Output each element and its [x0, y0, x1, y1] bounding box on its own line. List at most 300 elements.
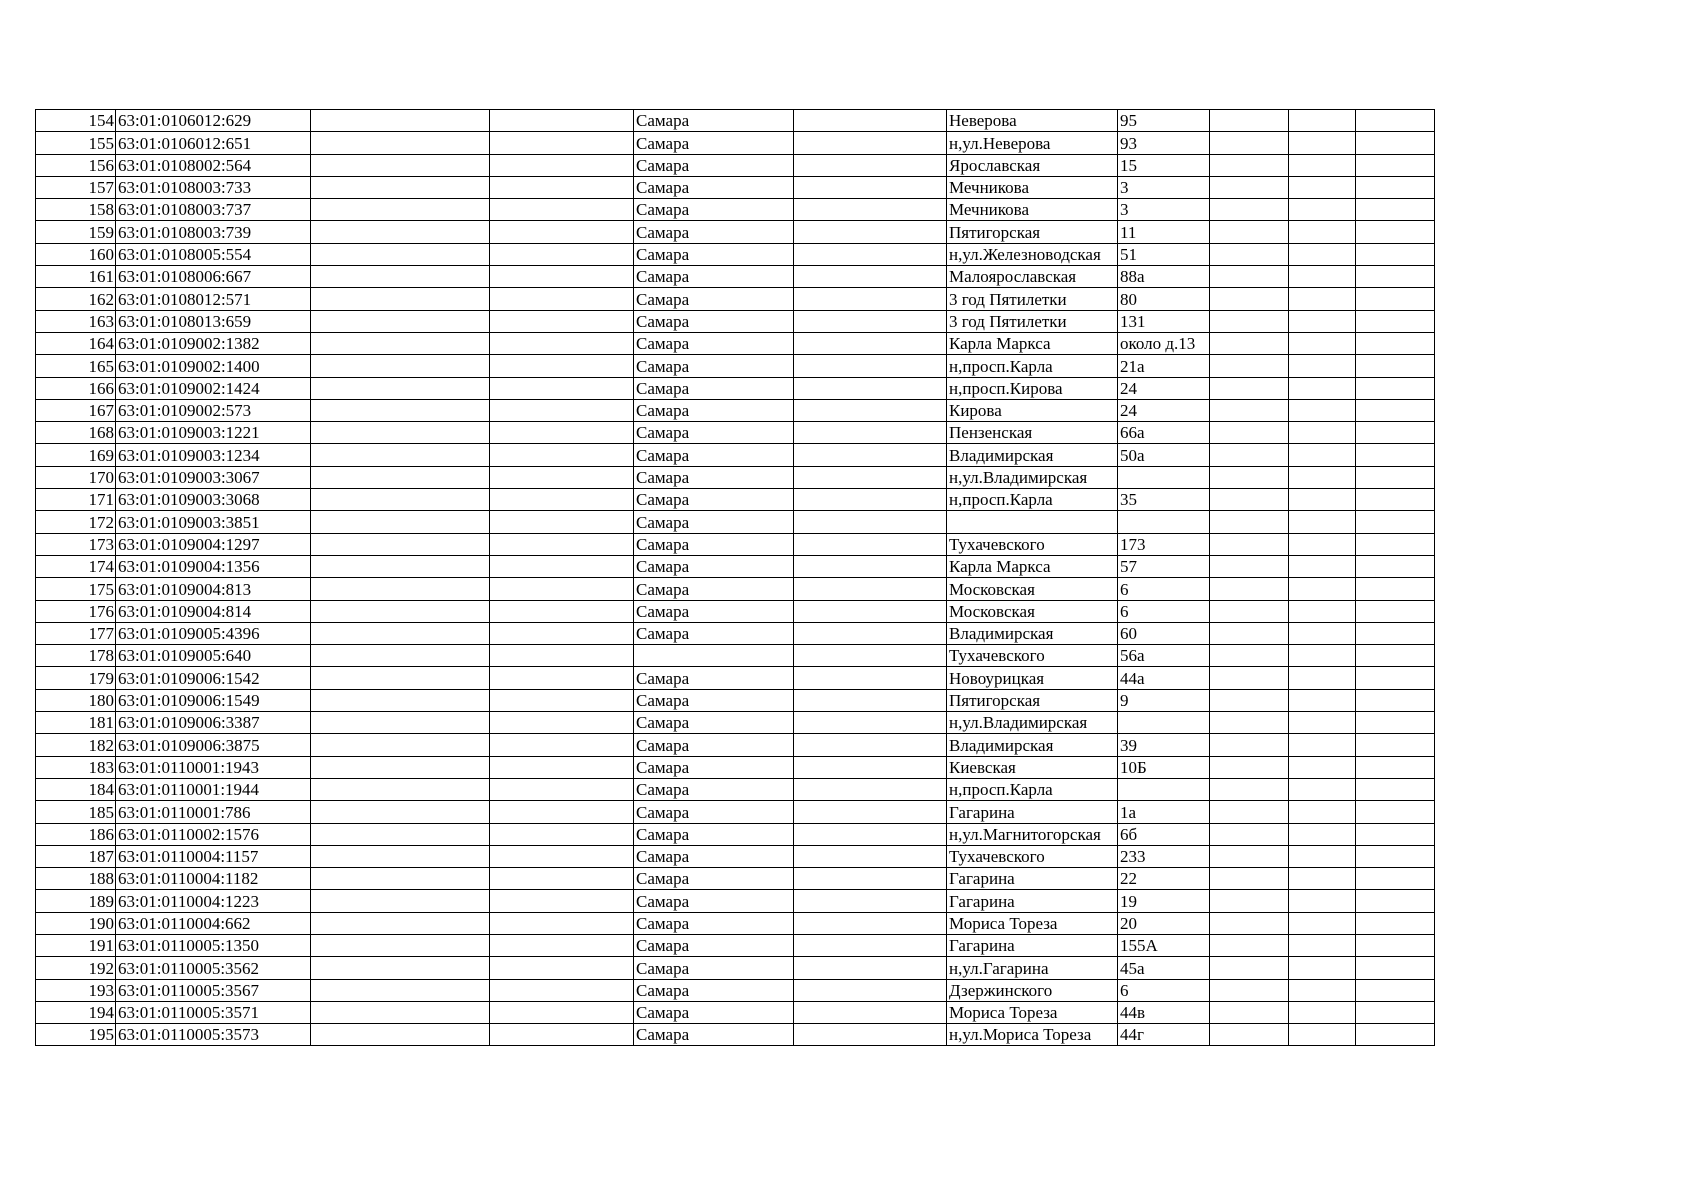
column-10-cell — [1289, 466, 1356, 488]
table-row — [36, 377, 1435, 399]
table-row — [36, 778, 1435, 800]
row-number-cell: 158 — [36, 199, 116, 221]
column-4-cell — [490, 355, 634, 377]
column-9-cell — [1210, 667, 1289, 689]
column-3-cell — [311, 176, 490, 198]
column-6-cell — [794, 154, 947, 176]
row-number-cell: 193 — [36, 979, 116, 1001]
street-cell: Мечникова — [947, 199, 1118, 221]
column-6-cell — [794, 712, 947, 734]
cadastral-number-cell: 63:01:0109006:1542 — [116, 667, 311, 689]
street-cell: н,ул.Неверова — [947, 132, 1118, 154]
house-number-cell: около д.13 — [1118, 332, 1210, 354]
column-4-cell — [490, 310, 634, 332]
column-4-cell — [490, 712, 634, 734]
column-11-cell — [1356, 110, 1435, 132]
row-number-cell: 163 — [36, 310, 116, 332]
street-cell: Ярославская — [947, 154, 1118, 176]
cadastral-number-cell: 63:01:0110002:1576 — [116, 823, 311, 845]
column-3-cell — [311, 377, 490, 399]
row-number-cell: 183 — [36, 756, 116, 778]
column-4-cell — [490, 1024, 634, 1046]
house-number-cell: 44г — [1118, 1024, 1210, 1046]
column-11-cell — [1356, 466, 1435, 488]
column-10-cell — [1289, 600, 1356, 622]
row-number-cell: 155 — [36, 132, 116, 154]
cadastral-number-cell: 63:01:0110001:1943 — [116, 756, 311, 778]
column-11-cell — [1356, 600, 1435, 622]
house-number-cell: 39 — [1118, 734, 1210, 756]
column-10-cell — [1289, 912, 1356, 934]
column-3-cell — [311, 110, 490, 132]
cadastral-number-cell: 63:01:0109004:1356 — [116, 555, 311, 577]
column-10-cell — [1289, 444, 1356, 466]
column-10-cell — [1289, 622, 1356, 644]
row-number-cell: 176 — [36, 600, 116, 622]
column-3-cell — [311, 466, 490, 488]
city-cell: Самара — [634, 266, 794, 288]
house-number-cell: 95 — [1118, 110, 1210, 132]
house-number-cell: 6б — [1118, 823, 1210, 845]
city-cell: Самара — [634, 332, 794, 354]
column-10-cell — [1289, 489, 1356, 511]
city-cell: Самара — [634, 934, 794, 956]
column-4-cell — [490, 734, 634, 756]
cadastral-number-cell: 63:01:0109005:4396 — [116, 622, 311, 644]
table-row — [36, 466, 1435, 488]
column-4-cell — [490, 533, 634, 555]
house-number-cell: 19 — [1118, 890, 1210, 912]
column-9-cell — [1210, 310, 1289, 332]
column-10-cell — [1289, 1024, 1356, 1046]
cadastral-number-cell: 63:01:0108003:737 — [116, 199, 311, 221]
house-number-cell: 233 — [1118, 845, 1210, 867]
cadastral-number-cell: 63:01:0109004:814 — [116, 600, 311, 622]
house-number-cell: 6 — [1118, 578, 1210, 600]
column-3-cell — [311, 132, 490, 154]
column-10-cell — [1289, 801, 1356, 823]
table-row — [36, 734, 1435, 756]
column-4-cell — [490, 176, 634, 198]
column-3-cell — [311, 310, 490, 332]
column-11-cell — [1356, 1024, 1435, 1046]
column-6-cell — [794, 132, 947, 154]
column-9-cell — [1210, 912, 1289, 934]
row-number-cell: 194 — [36, 1001, 116, 1023]
row-number-cell: 161 — [36, 266, 116, 288]
column-11-cell — [1356, 1001, 1435, 1023]
table-row — [36, 154, 1435, 176]
house-number-cell: 21а — [1118, 355, 1210, 377]
column-10-cell — [1289, 845, 1356, 867]
house-number-cell: 56а — [1118, 645, 1210, 667]
column-3-cell — [311, 533, 490, 555]
house-number-cell: 93 — [1118, 132, 1210, 154]
column-10-cell — [1289, 310, 1356, 332]
city-cell: Самара — [634, 778, 794, 800]
street-cell: н,ул.Железноводская — [947, 243, 1118, 265]
table-row — [36, 890, 1435, 912]
row-number-cell: 171 — [36, 489, 116, 511]
city-cell: Самара — [634, 288, 794, 310]
street-cell: Кирова — [947, 399, 1118, 421]
cadastral-number-cell: 63:01:0109004:813 — [116, 578, 311, 600]
city-cell: Самара — [634, 555, 794, 577]
house-number-cell: 3 — [1118, 199, 1210, 221]
cadastral-number-cell: 63:01:0109005:640 — [116, 645, 311, 667]
column-11-cell — [1356, 578, 1435, 600]
column-9-cell — [1210, 110, 1289, 132]
table-row — [36, 756, 1435, 778]
table-row — [36, 1024, 1435, 1046]
table-row — [36, 1001, 1435, 1023]
column-10-cell — [1289, 132, 1356, 154]
column-6-cell — [794, 221, 947, 243]
street-cell: Пятигорская — [947, 689, 1118, 711]
street-cell: Малоярославская — [947, 266, 1118, 288]
column-6-cell — [794, 332, 947, 354]
row-number-cell: 159 — [36, 221, 116, 243]
cadastral-number-cell: 63:01:0106012:629 — [116, 110, 311, 132]
column-9-cell — [1210, 243, 1289, 265]
column-11-cell — [1356, 444, 1435, 466]
street-cell: н,просп.Карла — [947, 778, 1118, 800]
column-11-cell — [1356, 890, 1435, 912]
column-11-cell — [1356, 199, 1435, 221]
cadastral-number-cell: 63:01:0108003:739 — [116, 221, 311, 243]
column-11-cell — [1356, 778, 1435, 800]
cadastral-number-cell: 63:01:0109003:1221 — [116, 422, 311, 444]
row-number-cell: 177 — [36, 622, 116, 644]
column-4-cell — [490, 622, 634, 644]
table-row — [36, 712, 1435, 734]
column-9-cell — [1210, 890, 1289, 912]
column-10-cell — [1289, 221, 1356, 243]
table-row — [36, 511, 1435, 533]
column-9-cell — [1210, 466, 1289, 488]
column-10-cell — [1289, 288, 1356, 310]
house-number-cell — [1118, 466, 1210, 488]
city-cell: Самара — [634, 756, 794, 778]
column-10-cell — [1289, 578, 1356, 600]
column-11-cell — [1356, 957, 1435, 979]
row-number-cell: 188 — [36, 868, 116, 890]
column-6-cell — [794, 756, 947, 778]
city-cell: Самара — [634, 377, 794, 399]
city-cell: Самара — [634, 533, 794, 555]
city-cell: Самара — [634, 801, 794, 823]
house-number-cell — [1118, 712, 1210, 734]
street-cell: Карла Маркса — [947, 332, 1118, 354]
column-3-cell — [311, 645, 490, 667]
cadastral-table — [35, 109, 1435, 1046]
column-6-cell — [794, 667, 947, 689]
column-9-cell — [1210, 934, 1289, 956]
column-10-cell — [1289, 355, 1356, 377]
city-cell: Самара — [634, 1001, 794, 1023]
city-cell: Самара — [634, 689, 794, 711]
street-cell: Тухачевского — [947, 533, 1118, 555]
table-row — [36, 934, 1435, 956]
column-11-cell — [1356, 645, 1435, 667]
row-number-cell: 180 — [36, 689, 116, 711]
column-11-cell — [1356, 489, 1435, 511]
column-4-cell — [490, 801, 634, 823]
cadastral-number-cell: 63:01:0109006:1549 — [116, 689, 311, 711]
city-cell: Самара — [634, 399, 794, 421]
column-11-cell — [1356, 689, 1435, 711]
column-9-cell — [1210, 132, 1289, 154]
row-number-cell: 156 — [36, 154, 116, 176]
house-number-cell: 15 — [1118, 154, 1210, 176]
table-row — [36, 310, 1435, 332]
column-10-cell — [1289, 823, 1356, 845]
column-6-cell — [794, 645, 947, 667]
column-9-cell — [1210, 845, 1289, 867]
row-number-cell: 189 — [36, 890, 116, 912]
cadastral-number-cell: 63:01:0109006:3387 — [116, 712, 311, 734]
row-number-cell: 165 — [36, 355, 116, 377]
column-11-cell — [1356, 332, 1435, 354]
city-cell: Самара — [634, 912, 794, 934]
table-row — [36, 176, 1435, 198]
column-3-cell — [311, 355, 490, 377]
column-3-cell — [311, 912, 490, 934]
table-row — [36, 132, 1435, 154]
column-6-cell — [794, 377, 947, 399]
column-9-cell — [1210, 332, 1289, 354]
house-number-cell: 51 — [1118, 243, 1210, 265]
column-3-cell — [311, 489, 490, 511]
column-3-cell — [311, 957, 490, 979]
column-11-cell — [1356, 422, 1435, 444]
row-number-cell: 181 — [36, 712, 116, 734]
column-11-cell — [1356, 176, 1435, 198]
column-10-cell — [1289, 756, 1356, 778]
street-cell: н,ул.Мориса Тореза — [947, 1024, 1118, 1046]
column-10-cell — [1289, 154, 1356, 176]
table-row — [36, 422, 1435, 444]
column-11-cell — [1356, 355, 1435, 377]
column-10-cell — [1289, 422, 1356, 444]
street-cell: н,ул.Владимирская — [947, 466, 1118, 488]
column-9-cell — [1210, 533, 1289, 555]
column-11-cell — [1356, 667, 1435, 689]
column-10-cell — [1289, 734, 1356, 756]
column-11-cell — [1356, 756, 1435, 778]
row-number-cell: 164 — [36, 332, 116, 354]
table-row — [36, 845, 1435, 867]
city-cell: Самара — [634, 622, 794, 644]
column-11-cell — [1356, 310, 1435, 332]
column-6-cell — [794, 110, 947, 132]
row-number-cell: 190 — [36, 912, 116, 934]
house-number-cell: 50а — [1118, 444, 1210, 466]
column-10-cell — [1289, 934, 1356, 956]
table-row — [36, 689, 1435, 711]
column-6-cell — [794, 355, 947, 377]
table-row — [36, 801, 1435, 823]
column-3-cell — [311, 868, 490, 890]
city-cell: Самара — [634, 221, 794, 243]
street-cell: 3 год Пятилетки — [947, 288, 1118, 310]
city-cell: Самара — [634, 578, 794, 600]
column-4-cell — [490, 957, 634, 979]
cadastral-number-cell: 63:01:0108013:659 — [116, 310, 311, 332]
column-9-cell — [1210, 734, 1289, 756]
table-row — [36, 823, 1435, 845]
column-10-cell — [1289, 176, 1356, 198]
column-6-cell — [794, 199, 947, 221]
column-6-cell — [794, 734, 947, 756]
street-cell: Неверова — [947, 110, 1118, 132]
column-4-cell — [490, 778, 634, 800]
house-number-cell — [1118, 511, 1210, 533]
cadastral-number-cell: 63:01:0110005:3571 — [116, 1001, 311, 1023]
column-3-cell — [311, 823, 490, 845]
column-6-cell — [794, 600, 947, 622]
column-3-cell — [311, 1001, 490, 1023]
cadastral-number-cell: 63:01:0109002:1424 — [116, 377, 311, 399]
street-cell: н,ул.Магнитогорская — [947, 823, 1118, 845]
city-cell: Самара — [634, 154, 794, 176]
column-11-cell — [1356, 154, 1435, 176]
column-3-cell — [311, 934, 490, 956]
column-6-cell — [794, 979, 947, 1001]
city-cell: Самара — [634, 1024, 794, 1046]
street-cell: Тухачевского — [947, 645, 1118, 667]
house-number-cell: 173 — [1118, 533, 1210, 555]
street-cell: Московская — [947, 600, 1118, 622]
row-number-cell: 187 — [36, 845, 116, 867]
cadastral-number-cell: 63:01:0108005:554 — [116, 243, 311, 265]
column-4-cell — [490, 689, 634, 711]
column-6-cell — [794, 444, 947, 466]
column-4-cell — [490, 444, 634, 466]
table-row — [36, 399, 1435, 421]
street-cell: Гагарина — [947, 868, 1118, 890]
column-9-cell — [1210, 355, 1289, 377]
column-11-cell — [1356, 823, 1435, 845]
column-4-cell — [490, 132, 634, 154]
column-11-cell — [1356, 533, 1435, 555]
city-cell: Самара — [634, 444, 794, 466]
column-4-cell — [490, 667, 634, 689]
house-number-cell: 1а — [1118, 801, 1210, 823]
column-9-cell — [1210, 266, 1289, 288]
row-number-cell: 184 — [36, 778, 116, 800]
column-4-cell — [490, 489, 634, 511]
column-3-cell — [311, 622, 490, 644]
street-cell: н,ул.Владимирская — [947, 712, 1118, 734]
column-3-cell — [311, 154, 490, 176]
column-9-cell — [1210, 622, 1289, 644]
column-4-cell — [490, 845, 634, 867]
street-cell: Карла Маркса — [947, 555, 1118, 577]
column-9-cell — [1210, 154, 1289, 176]
cadastral-number-cell: 63:01:0108002:564 — [116, 154, 311, 176]
column-10-cell — [1289, 1001, 1356, 1023]
cadastral-number-cell: 63:01:0110004:1157 — [116, 845, 311, 867]
column-6-cell — [794, 778, 947, 800]
table-row — [36, 110, 1435, 132]
column-10-cell — [1289, 957, 1356, 979]
cadastral-number-cell: 63:01:0110004:1182 — [116, 868, 311, 890]
table-row — [36, 912, 1435, 934]
city-cell: Самара — [634, 310, 794, 332]
column-4-cell — [490, 756, 634, 778]
column-9-cell — [1210, 221, 1289, 243]
column-10-cell — [1289, 645, 1356, 667]
column-9-cell — [1210, 422, 1289, 444]
street-cell: Гагарина — [947, 801, 1118, 823]
city-cell: Самара — [634, 110, 794, 132]
column-10-cell — [1289, 377, 1356, 399]
column-10-cell — [1289, 399, 1356, 421]
column-9-cell — [1210, 801, 1289, 823]
house-number-cell: 10Б — [1118, 756, 1210, 778]
row-number-cell: 173 — [36, 533, 116, 555]
cadastral-number-cell: 63:01:0110001:786 — [116, 801, 311, 823]
street-cell: Владимирская — [947, 734, 1118, 756]
column-9-cell — [1210, 756, 1289, 778]
cadastral-number-cell: 63:01:0110005:3573 — [116, 1024, 311, 1046]
column-6-cell — [794, 533, 947, 555]
column-9-cell — [1210, 600, 1289, 622]
column-4-cell — [490, 221, 634, 243]
column-4-cell — [490, 555, 634, 577]
column-3-cell — [311, 756, 490, 778]
street-cell: Гагарина — [947, 890, 1118, 912]
table-row — [36, 444, 1435, 466]
cadastral-number-cell: 63:01:0109002:1400 — [116, 355, 311, 377]
column-9-cell — [1210, 578, 1289, 600]
column-4-cell — [490, 199, 634, 221]
cadastral-number-cell: 63:01:0106012:651 — [116, 132, 311, 154]
street-cell: Мориса Тореза — [947, 912, 1118, 934]
column-11-cell — [1356, 622, 1435, 644]
column-6-cell — [794, 489, 947, 511]
column-4-cell — [490, 1001, 634, 1023]
column-4-cell — [490, 890, 634, 912]
row-number-cell: 191 — [36, 934, 116, 956]
city-cell: Самара — [634, 355, 794, 377]
column-6-cell — [794, 823, 947, 845]
column-9-cell — [1210, 511, 1289, 533]
cadastral-number-cell: 63:01:0110005:3567 — [116, 979, 311, 1001]
city-cell: Самара — [634, 176, 794, 198]
row-number-cell: 167 — [36, 399, 116, 421]
column-3-cell — [311, 979, 490, 1001]
column-4-cell — [490, 934, 634, 956]
column-10-cell — [1289, 243, 1356, 265]
column-9-cell — [1210, 199, 1289, 221]
city-cell: Самара — [634, 199, 794, 221]
house-number-cell: 20 — [1118, 912, 1210, 934]
column-11-cell — [1356, 511, 1435, 533]
house-number-cell: 155А — [1118, 934, 1210, 956]
cadastral-number-cell: 63:01:0109003:3068 — [116, 489, 311, 511]
column-6-cell — [794, 399, 947, 421]
table-row — [36, 266, 1435, 288]
house-number-cell: 24 — [1118, 377, 1210, 399]
street-cell: Дзержинского — [947, 979, 1118, 1001]
street-cell: н,просп.Карла — [947, 489, 1118, 511]
column-6-cell — [794, 176, 947, 198]
street-cell: н,ул.Гагарина — [947, 957, 1118, 979]
column-9-cell — [1210, 823, 1289, 845]
city-cell: Самара — [634, 890, 794, 912]
